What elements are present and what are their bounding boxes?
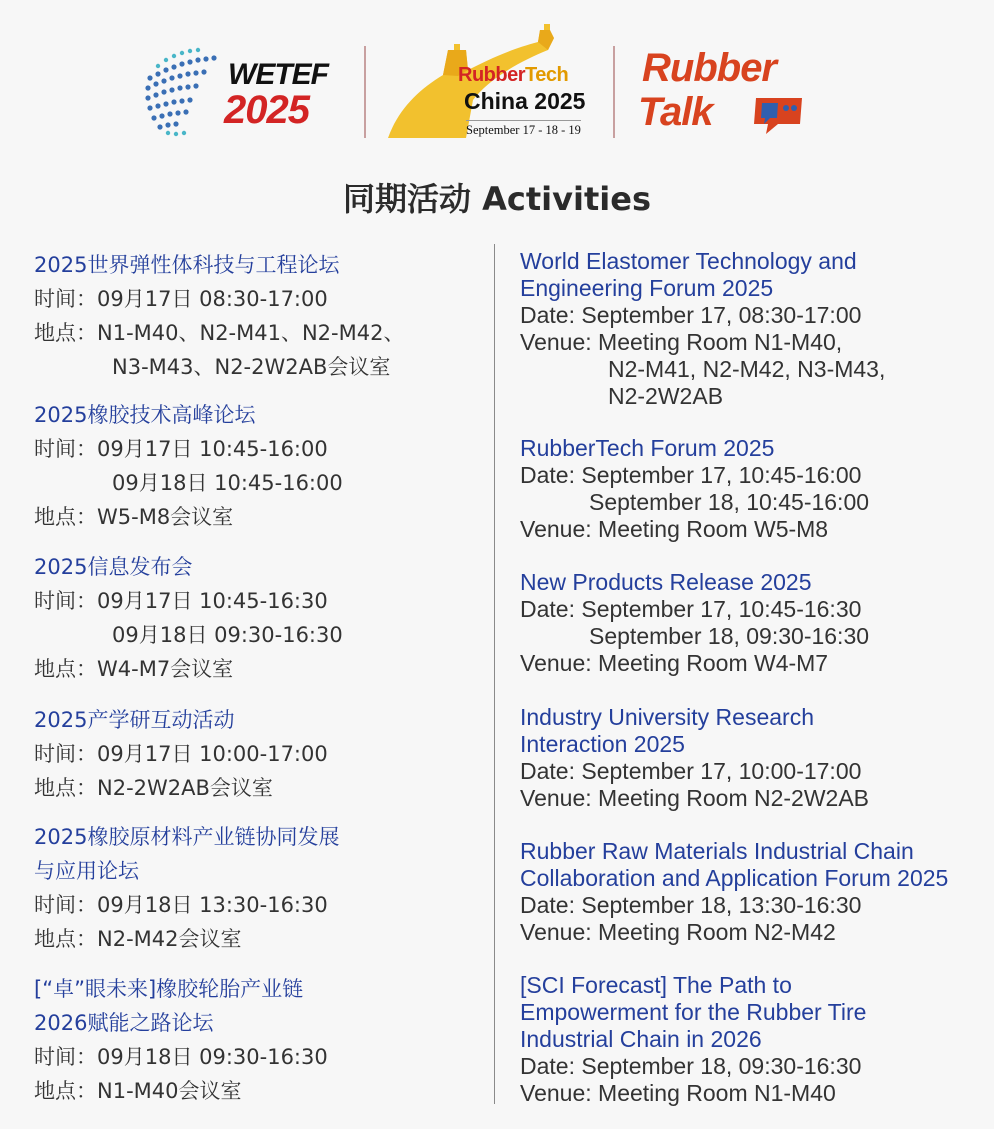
event-date: September 18, 10:45-16:00 xyxy=(589,489,870,515)
event-title: New Products Release 2025 xyxy=(520,569,812,595)
rubbertech-china-2025: China 2025 xyxy=(464,88,586,114)
event-en-6 xyxy=(520,972,985,1107)
rubbertalk-line1: Rubber xyxy=(642,46,776,90)
event-title: 2025世界弹性体科技与工程论坛 xyxy=(34,253,340,277)
wetef-year: 2025 xyxy=(224,88,309,132)
event-title: RubberTech Forum 2025 xyxy=(520,435,775,461)
date-label: Date: xyxy=(520,758,582,784)
speech-bubble-icon xyxy=(752,94,806,136)
event-time-row xyxy=(34,282,484,316)
event-title: Engineering Forum 2025 xyxy=(520,275,774,301)
event-en-2 xyxy=(520,435,985,543)
venue-label: 地点： xyxy=(34,776,97,800)
event-venue: N2-M41, N2-M42, N3-M43, xyxy=(608,356,886,382)
date-label: Date: xyxy=(520,302,582,328)
wetef-wordmark: WETEF xyxy=(228,58,328,91)
event-date: September 17, 10:00-17:00 xyxy=(581,758,862,784)
venue-label: 地点： xyxy=(34,321,97,345)
event-title: Empowerment for the Rubber Tire xyxy=(520,999,867,1025)
event-venue: N2-2W2AB会议室 xyxy=(97,776,273,800)
event-time-row xyxy=(34,1040,484,1074)
event-venue: W4-M7会议室 xyxy=(97,657,234,681)
event-title: Industrial Chain in 2026 xyxy=(520,1026,762,1052)
event-venue-row xyxy=(520,329,985,356)
event-venue: Meeting Room W5-M8 xyxy=(598,516,829,542)
event-date: September 17, 10:45-16:30 xyxy=(581,596,862,622)
event-title: Rubber Raw Materials Industrial Chain xyxy=(520,838,914,864)
event-venue-row xyxy=(520,919,985,946)
event-date: September 18, 09:30-16:30 xyxy=(581,1053,862,1079)
event-venue-row xyxy=(34,771,484,805)
event-title: Interaction 2025 xyxy=(520,731,685,757)
event-en-5 xyxy=(520,838,985,946)
event-title: 2026赋能之路论坛 xyxy=(34,1011,214,1035)
event-venue: W5-M8会议室 xyxy=(97,505,234,529)
date-label: Date: xyxy=(520,892,582,918)
event-venue-row xyxy=(34,922,484,956)
event-venue: N1-M40、N2-M41、N2-M42、 xyxy=(97,321,405,345)
event-time: 09月17日 10:45-16:00 xyxy=(97,437,328,461)
event-title: [SCI Forecast] The Path to xyxy=(520,972,792,998)
venue-label: 地点： xyxy=(34,505,97,529)
event-date-row xyxy=(520,758,985,785)
rubbertech-logo xyxy=(388,20,600,142)
event-venue: Meeting Room N1-M40 xyxy=(598,1080,836,1106)
event-title: [“卓”眼未来]橡胶轮胎产业链 xyxy=(34,977,304,1001)
event-title: 2025橡胶技术高峰论坛 xyxy=(34,403,256,427)
logo-divider xyxy=(364,46,366,138)
event-date-row xyxy=(520,596,985,623)
event-venue-row xyxy=(34,652,484,686)
event-title: 2025橡胶原材料产业链协同发展 xyxy=(34,825,340,849)
rubbertech-tech-text: Tech xyxy=(525,64,569,86)
venue-label: 地点： xyxy=(34,927,97,951)
time-label: 时间： xyxy=(34,742,97,766)
event-time: 09月18日 13:30-16:30 xyxy=(97,893,328,917)
event-cn-1 xyxy=(34,248,484,384)
event-date-row xyxy=(520,1053,985,1080)
event-time: 09月17日 10:00-17:00 xyxy=(97,742,328,766)
time-label: 时间： xyxy=(34,589,97,613)
event-time: 09月18日 10:45-16:00 xyxy=(112,471,343,495)
logo-divider xyxy=(613,46,615,138)
rubbertech-rubber-text: Rubber xyxy=(458,64,525,86)
event-cn-3 xyxy=(34,550,484,686)
event-en-1 xyxy=(520,248,985,410)
page-title: 同期活动 Activities xyxy=(343,180,651,218)
event-time-row xyxy=(34,737,484,771)
time-label: 时间： xyxy=(34,1045,97,1069)
event-cn-6 xyxy=(34,972,484,1108)
column-divider xyxy=(494,244,495,1104)
event-date: September 18, 09:30-16:30 xyxy=(589,623,870,649)
venue-label: Venue: xyxy=(520,329,599,355)
rubbertech-wordmark xyxy=(458,64,568,87)
venue-label: 地点： xyxy=(34,1079,97,1103)
event-title: World Elastomer Technology and xyxy=(520,248,857,274)
event-time-row xyxy=(34,432,484,466)
event-time: 09月18日 09:30-16:30 xyxy=(97,1045,328,1069)
date-label: Date: xyxy=(520,596,582,622)
event-venue: Meeting Room N1-M40, xyxy=(598,329,843,355)
event-venue: Meeting Room N2-M42 xyxy=(598,919,836,945)
time-label: 时间： xyxy=(34,287,97,311)
event-time: 09月17日 10:45-16:30 xyxy=(97,589,328,613)
event-date-row xyxy=(520,462,985,489)
event-cn-2 xyxy=(34,398,484,534)
event-date: September 17, 08:30-17:00 xyxy=(581,302,862,328)
event-venue-row xyxy=(34,1074,484,1108)
venue-label: Venue: xyxy=(520,516,599,542)
event-venue: Meeting Room W4-M7 xyxy=(598,650,829,676)
event-date: September 17, 10:45-16:00 xyxy=(581,462,862,488)
date-label: Date: xyxy=(520,1053,582,1079)
rubbertalk-line2: Talk xyxy=(638,90,713,134)
event-venue: N2-2W2AB xyxy=(608,383,724,409)
venue-label: 地点： xyxy=(34,657,97,681)
rubbertech-dates: September 17 - 18 - 19 xyxy=(466,120,581,138)
date-label: Date: xyxy=(520,462,582,488)
venue-label: Venue: xyxy=(520,650,599,676)
logo-bar xyxy=(0,18,994,148)
event-venue: N3-M43、N2-2W2AB会议室 xyxy=(112,355,391,379)
time-label: 时间： xyxy=(34,893,97,917)
event-venue-row xyxy=(34,316,484,350)
event-venue: N1-M40会议室 xyxy=(97,1079,242,1103)
time-label: 时间： xyxy=(34,437,97,461)
event-en-4 xyxy=(520,704,985,812)
rubbertalk-logo xyxy=(638,46,818,146)
event-date: September 18, 13:30-16:30 xyxy=(581,892,862,918)
event-venue-row xyxy=(520,1080,985,1107)
event-time-row xyxy=(34,584,484,618)
wetef-logo xyxy=(140,40,350,140)
event-time: 09月18日 09:30-16:30 xyxy=(112,623,343,647)
event-time-row xyxy=(34,888,484,922)
event-title: Collaboration and Application Forum 2025 xyxy=(520,865,949,891)
event-title: Industry University Research xyxy=(520,704,814,730)
event-venue-row xyxy=(520,785,985,812)
event-venue-row xyxy=(520,650,985,677)
event-venue: N2-M42会议室 xyxy=(97,927,242,951)
event-en-3 xyxy=(520,569,985,677)
event-cn-4 xyxy=(34,703,484,805)
event-date-row xyxy=(520,302,985,329)
event-title: 与应用论坛 xyxy=(34,859,139,883)
event-title: 2025信息发布会 xyxy=(34,555,193,579)
venue-label: Venue: xyxy=(520,785,599,811)
event-venue-row xyxy=(520,516,985,543)
event-time: 09月17日 08:30-17:00 xyxy=(97,287,328,311)
wetef-globe-icon xyxy=(140,40,220,140)
event-title: 2025产学研互动活动 xyxy=(34,708,235,732)
venue-label: Venue: xyxy=(520,1080,599,1106)
event-venue-row xyxy=(34,500,484,534)
venue-label: Venue: xyxy=(520,919,599,945)
event-cn-5 xyxy=(34,820,484,956)
event-venue: Meeting Room N2-2W2AB xyxy=(598,785,870,811)
event-date-row xyxy=(520,892,985,919)
